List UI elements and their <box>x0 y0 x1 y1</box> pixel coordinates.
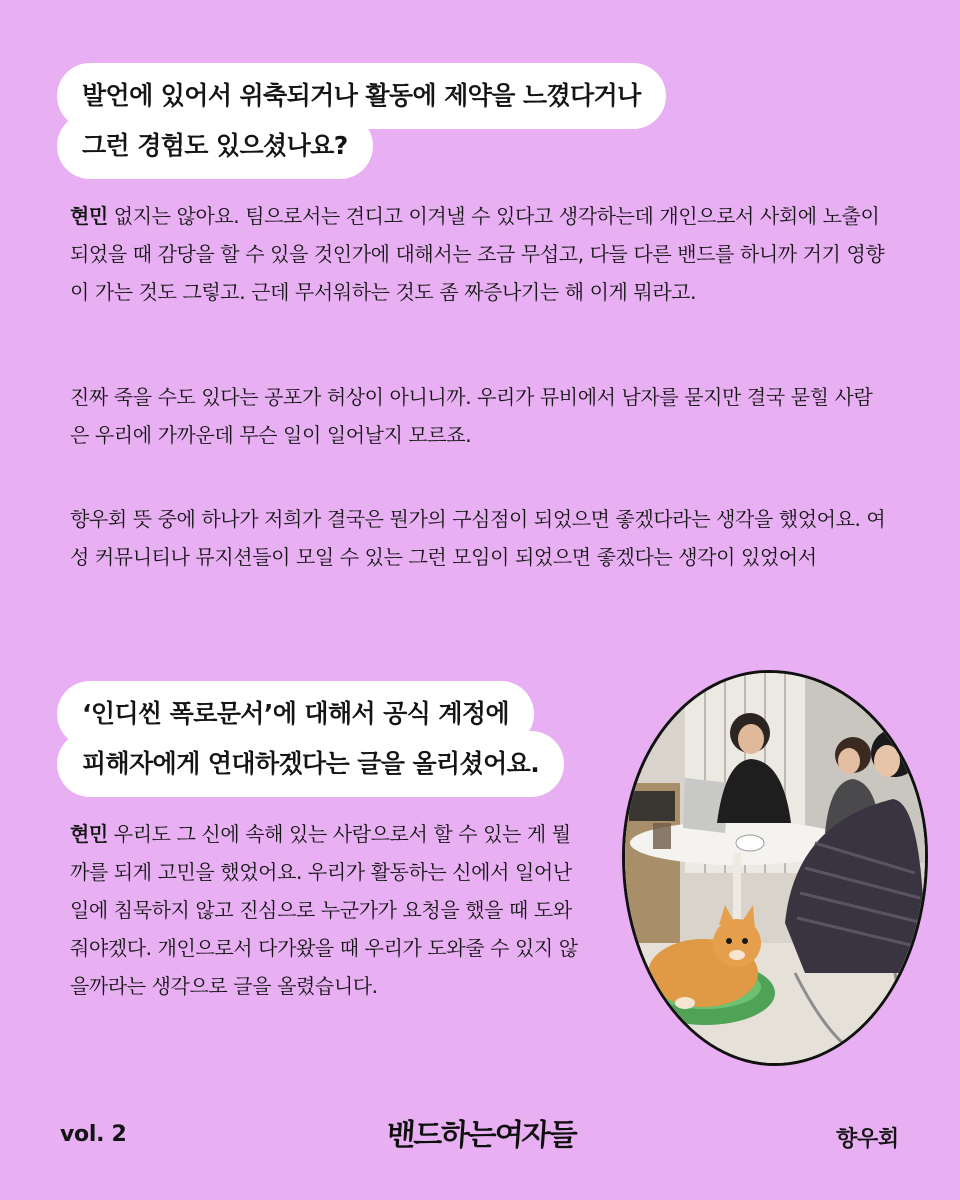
answer-2-paragraph: 진짜 죽을 수도 있다는 공포가 허상이 아니니까. 우리가 뮤비에서 남자를 묻지만 결국 묻힐 사람은 우리에 가까운데 무슨 일이 일어날지 모르죠. <box>70 385 873 447</box>
speaker-name: 현민 <box>70 204 108 228</box>
magazine-logo: 밴드하는여자들 <box>385 1118 577 1153</box>
question-1-line-2: 그런 경험도 있으셨나요? <box>60 116 370 176</box>
volume-label: vol. 2 <box>60 1122 127 1147</box>
answer-1-text: 없지는 않아요. 팀으로서는 견디고 이겨낼 수 있다고 생각하는데 개인으로서 사회에 노출이 되었을 때 감당을 할 수 있을 것인가에 대해서는 조금 무섭고, 다들 다른 밴드를 하니까 거기 영향이 가는 것도 그렇고. 근데 무서워하는 것도 좀 짜증나기는 해 이게 뭐라고. <box>70 204 885 304</box>
question-2-line-2: 피해자에게 연대하겠다는 글을 올리셨어요. <box>60 734 561 794</box>
answer-3-paragraph: 향우회 뜻 중에 하나가 저희가 결국은 뭔가의 구심점이 되었으면 좋겠다라는 생각을 했었어요. 여성 커뮤니티나 뮤지션들이 모일 수 있는 그런 모임이 되었으면 좋겠다는 생각이 있었어서 <box>70 507 886 569</box>
band-name: 향우회 <box>836 1127 899 1152</box>
question-2-line-1: ‘인디씬 폭로문서’에 대해서 공식 계정에 <box>60 684 531 744</box>
question-1-line-1: 발언에 있어서 위축되거나 활동에 제약을 느꼈다거나 <box>60 66 663 126</box>
speaker-name: 현민 <box>70 822 108 846</box>
answer-1-paragraph <box>70 197 890 311</box>
answer-4-paragraph <box>70 815 585 1005</box>
answer-4-text: 우리도 그 신에 속해 있는 사람으로서 할 수 있는 게 뭘까를 되게 고민을 했었어요. 우리가 활동하는 신에서 일어난 일에 침묵하지 않고 진심으로 누군가가 요청을 했을 때 도와줘야겠다. 개인으로서 다가왔을 때 우리가 도와줄 수 있지 않을까라는 생각으로 글을 올렸습니다. <box>70 822 578 998</box>
band-photo <box>622 670 928 1066</box>
band-photo-illustration <box>625 673 925 1063</box>
